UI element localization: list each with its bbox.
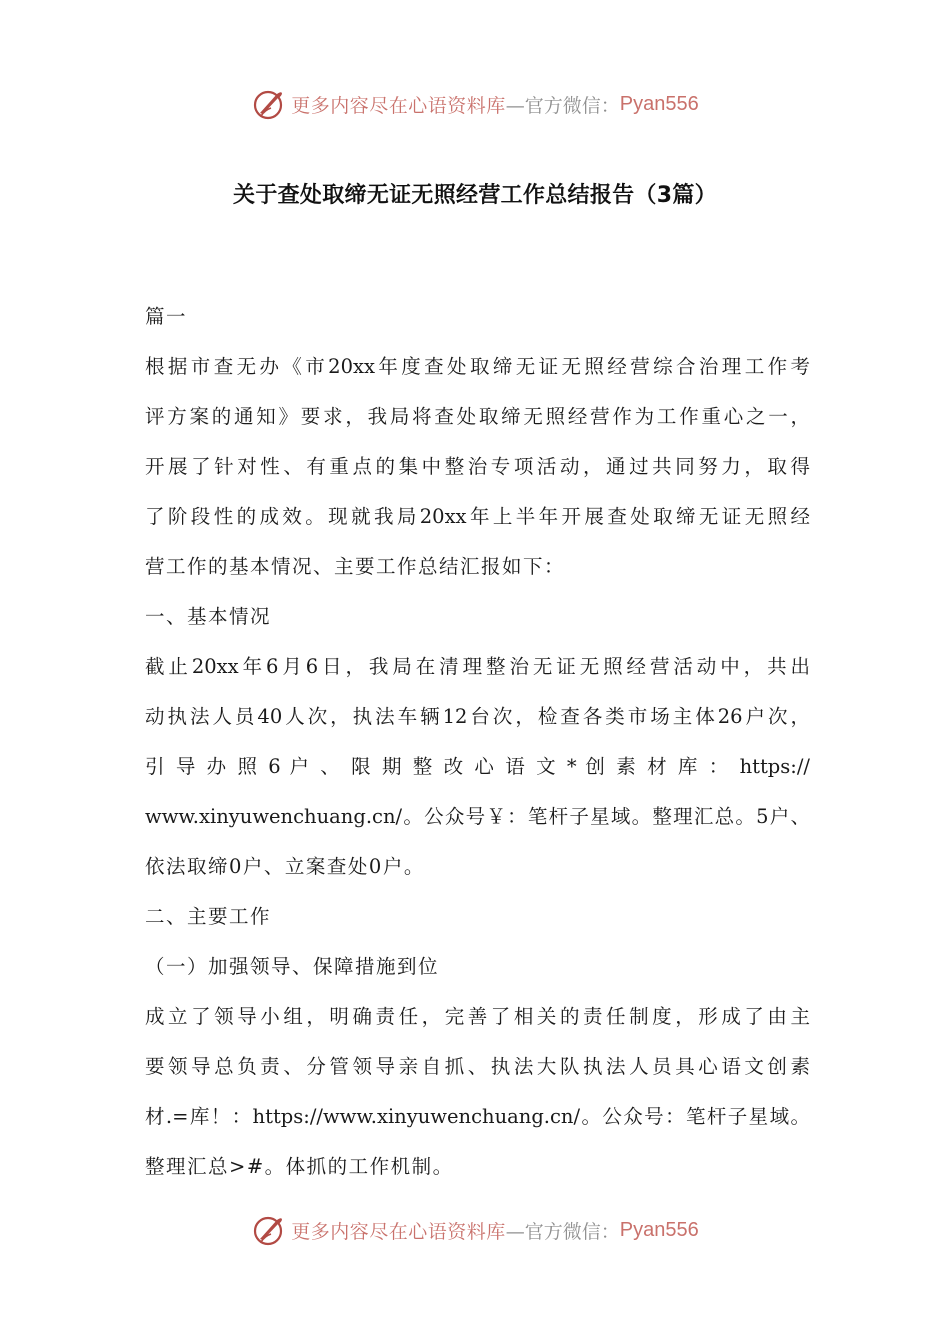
- paragraph-line: 截止20xx年6月6日，我局在清理整治无证无照经营活动中，共出: [145, 655, 810, 678]
- footer-banner-text: 更多内容尽在心语资料库: [291, 1220, 506, 1243]
- paragraph-line: 评方案的通知》要求，我局将查处取缔无照经营作为工作重心之一，: [145, 405, 810, 428]
- header-banner-handle: Pyan556: [619, 92, 699, 115]
- subsection-heading: （一）加强领导、保障措施到位: [145, 955, 440, 978]
- paragraph-line: 要领导总负责、分管领导亲自抓、执法大队执法人员具心语文创素: [145, 1055, 810, 1078]
- paragraph-line: 营工作的基本情况、主要工作总结汇报如下：: [145, 555, 566, 578]
- paragraph-line: 根据市查无办《市20xx年度查处取缔无证无照经营综合治理工作考: [145, 355, 810, 378]
- header-banner-text: 更多内容尽在心语资料库: [291, 94, 506, 117]
- paragraph-line: 依法取缔0户、立案查处0户。: [145, 855, 425, 878]
- quill-logo-icon: [251, 86, 287, 122]
- paragraph-line: 整理汇总>#。体抓的工作机制。: [145, 1155, 454, 1178]
- quill-logo-icon: [251, 1212, 287, 1248]
- paragraph-line: 引 导 办 照 6 户 、 限 期 整 改 心 语 文 * 创 素 材 库 ： https://: [145, 755, 810, 778]
- paragraph-line: www.xinyuwenchuang.cn/。公众号￥：笔杆子星域。整理汇总。5户、: [145, 805, 810, 828]
- footer-banner-contact: —官方微信：: [505, 1220, 620, 1243]
- section-heading: 二、主要工作: [145, 905, 272, 928]
- paragraph-line: 了阶段性的成效。现就我局20xx年上半年开展查处取缔无证无照经: [145, 505, 810, 528]
- footer-watermark-banner: [0, 1208, 950, 1252]
- header-banner-contact: —官方微信：: [505, 94, 620, 117]
- section-label: 篇一: [145, 305, 188, 328]
- document-title: 关于查处取缔无证无照经营工作总结报告（3篇）: [233, 183, 717, 208]
- paragraph-line: 开展了针对性、有重点的集中整治专项活动，通过共同努力，取得: [145, 455, 810, 478]
- header-watermark-banner: [0, 82, 950, 126]
- footer-banner-handle: Pyan556: [619, 1218, 699, 1241]
- paragraph-line: 动执法人员40人次，执法车辆12台次，检查各类市场主体26户次，: [145, 705, 810, 728]
- paragraph-line: 成立了领导小组，明确责任，完善了相关的责任制度，形成了由主: [145, 1005, 810, 1028]
- paragraph-line: 材.=库！：https://www.xinyuwenchuang.cn/。公众号：笔杆子星域。: [145, 1105, 810, 1128]
- document-body: [145, 292, 810, 1192]
- section-heading: 一、基本情况: [145, 605, 272, 628]
